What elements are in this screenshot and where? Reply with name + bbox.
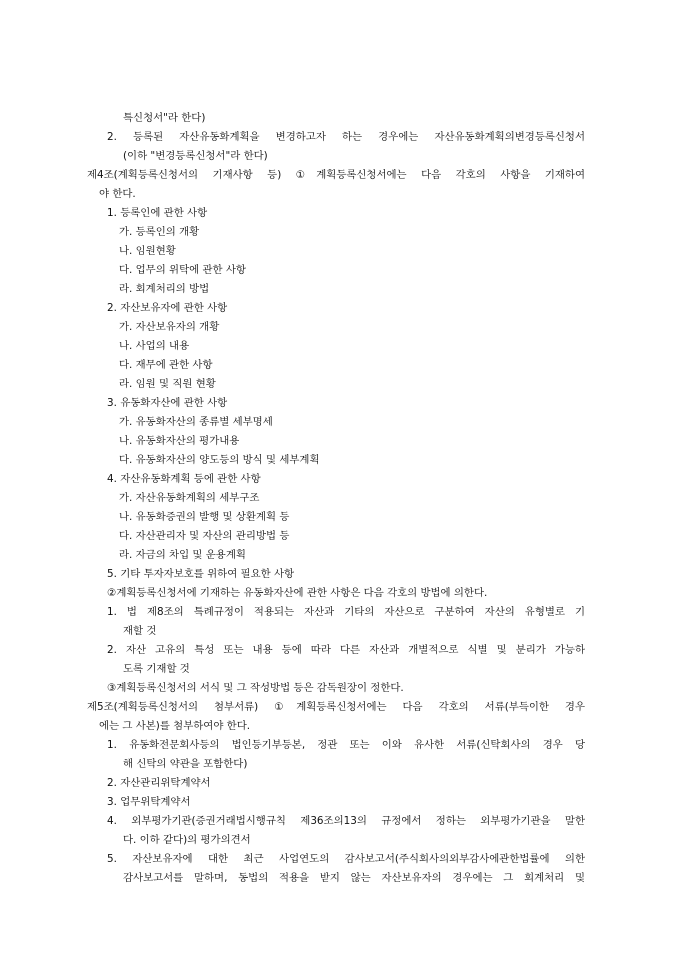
text-line: 라. 자금의 차입 및 운용계획 bbox=[119, 549, 246, 561]
text-line: 도록 기재할 것 bbox=[123, 663, 190, 675]
text-line: 재할 것 bbox=[123, 625, 157, 637]
text-line: 라. 임원 및 직원 현황 bbox=[119, 378, 216, 390]
text-line: 다. 업무의 위탁에 관한 사항 bbox=[119, 264, 246, 276]
text-line: 2. 자산관리위탁계약서 bbox=[107, 777, 211, 789]
text-line: ③계획등록신청서의 서식 및 그 작성방법 등은 감독원장이 정한다. bbox=[107, 682, 404, 694]
text-line: 라. 회계처리의 방법 bbox=[119, 283, 210, 295]
text-line: 4. 자산유동화계획 등에 관한 사항 bbox=[107, 473, 261, 485]
text-line: 2. 자산보유자에 관한 사항 bbox=[107, 302, 228, 314]
text-line: 야 한다. bbox=[99, 188, 136, 200]
text-line: 1. 법 제8조의 특례규정이 적용되는 자산과 기타의 자산으로 구분하여 자산의 유형별로 기 bbox=[107, 606, 585, 618]
text-line: 나. 사업의 내용 bbox=[119, 340, 190, 352]
text-line: 1. 등록인에 관한 사항 bbox=[107, 207, 208, 219]
text-line: 2. 등록된 자산유동화계획을 변경하고자 하는 경우에는 자산유동화계획의변경등록신청서 bbox=[107, 131, 585, 143]
text-line: 다. 이하 같다)의 평가의견서 bbox=[123, 834, 251, 846]
text-line: 나. 유동화증권의 발행 및 상환계획 등 bbox=[119, 511, 290, 523]
text-line: 제5조(계획등록신청서의 첨부서류) ①계획등록신청서에는 다음 각호의 서류(부득이한 경우 bbox=[87, 701, 585, 713]
text-line: (이하 "변경등록신청서"라 한다) bbox=[123, 150, 268, 162]
text-line: 나. 임원현황 bbox=[119, 245, 176, 257]
text-line: 에는 그 사본)를 첨부하여야 한다. bbox=[99, 720, 251, 732]
text-line: 가. 자산보유자의 개황 bbox=[119, 321, 220, 333]
text-line: 해 신탁의 약관을 포함한다) bbox=[123, 758, 248, 770]
text-line: 다. 자산관리자 및 자산의 관리방법 등 bbox=[119, 530, 290, 542]
text-line: 나. 유동화자산의 평가내용 bbox=[119, 435, 240, 447]
text-line: 3. 업무위탁계약서 bbox=[107, 796, 191, 808]
text-line: 감사보고서를 말하며, 동법의 적용을 받지 않는 자산보유자의 경우에는 그 회계처리 및 bbox=[123, 872, 585, 884]
text-line: 5. 자산보유자에 대한 최근 사업연도의 감사보고서(주식회사의외부감사에관한법률에 의한 bbox=[107, 853, 585, 865]
text-line: 2. 자산 고유의 특성 또는 내용 등에 따라 다른 자산과 개별적으로 식별 및 분리가 가능하 bbox=[107, 644, 585, 656]
text-line: 3. 유동화자산에 관한 사항 bbox=[107, 397, 228, 409]
text-line: ②계획등록신청서에 기재하는 유동화자산에 관한 사항은 다음 각호의 방법에 의한다. bbox=[107, 587, 488, 599]
text-line: 가. 유동화자산의 종류별 세부명세 bbox=[119, 416, 273, 428]
text-line: 다. 재무에 관한 사항 bbox=[119, 359, 213, 371]
text-line: 4. 외부평가기관(증권거래법시행규칙 제36조의13의 규정에서 정하는 외부평가기관을 말한 bbox=[107, 815, 585, 827]
text-line: 1. 유동화전문회사등의 법인등기부등본, 정관 또는 이와 유사한 서류(신탁회사의 경우 당 bbox=[107, 739, 585, 751]
text-line: 제4조(계획등록신청서의 기재사항 등) ①계획등록신청서에는 다음 각호의 사항을 기재하여 bbox=[87, 169, 585, 181]
text-line: 가. 자산유동화계획의 세부구조 bbox=[119, 492, 260, 504]
text-line: 5. 기타 투자자보호를 위하여 필요한 사항 bbox=[107, 568, 295, 580]
text-line: 다. 유동화자산의 양도등의 방식 및 세부계획 bbox=[119, 454, 320, 466]
text-line: 가. 등록인의 개황 bbox=[119, 226, 200, 238]
text-line: 특신청서"라 한다) bbox=[123, 112, 206, 124]
